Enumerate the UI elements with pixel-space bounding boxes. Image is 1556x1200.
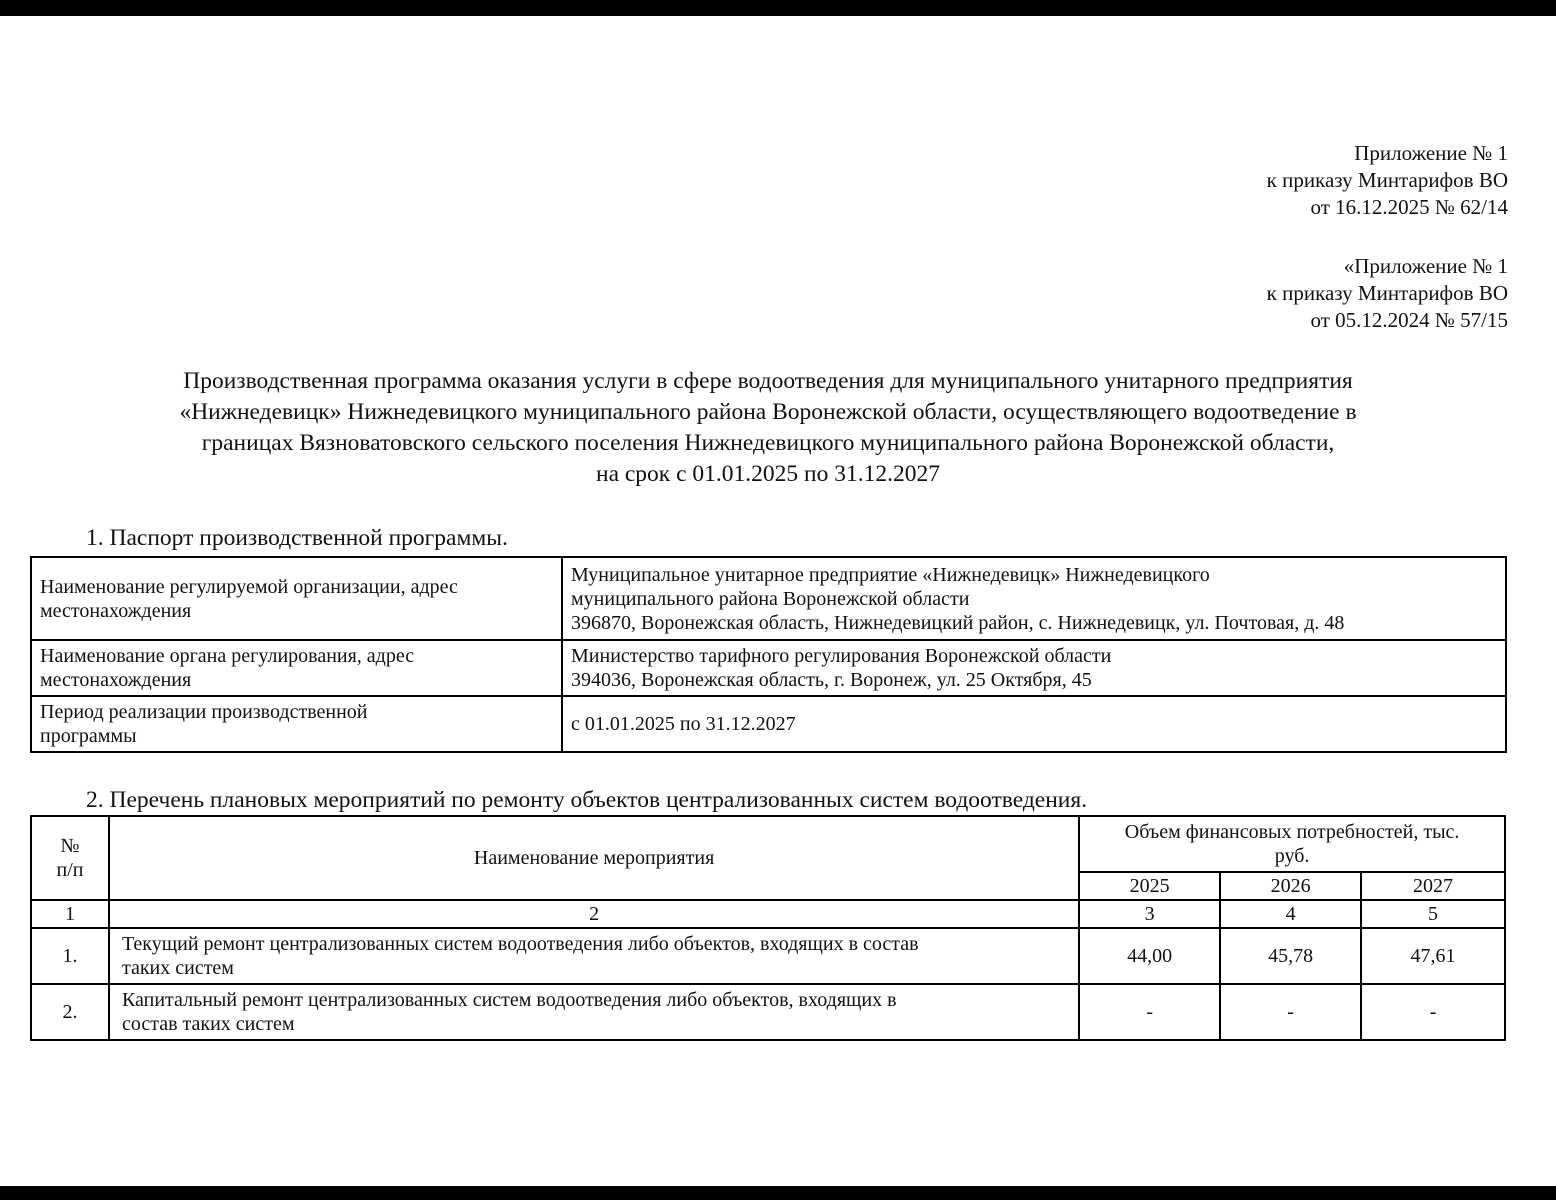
appendix-header-current <box>1267 140 1508 221</box>
column-header-finance <box>1079 816 1505 872</box>
header-line: Объем финансовых потребностей, тыс. <box>1124 821 1460 843</box>
row-value-2027: - <box>1361 984 1505 1040</box>
passport-row <box>31 696 1506 752</box>
label-line: Наименование регулируемой организации, адрес <box>40 575 458 598</box>
index-row <box>31 900 1505 928</box>
name-line: таких систем <box>121 957 234 979</box>
label-line: местонахождения <box>40 669 192 691</box>
title-line: «Нижнедевицк» Нижнедевицкого муниципального района Воронежской области, осуществляющего водоотведение в <box>179 399 1357 425</box>
row-value-2025: 44,00 <box>1079 928 1220 984</box>
value-line: Муниципальное унитарное предприятие «Нижнедевицк» Нижнедевицкого <box>571 563 1210 586</box>
title-line: границах Вязноватовского сельского поселения Нижнедевицкого муниципального района Воронежской области, <box>201 430 1335 456</box>
row-number: 2. <box>31 984 109 1040</box>
appendix-line: от 16.12.2025 № 62/14 <box>1310 195 1508 219</box>
row-activity-name <box>109 984 1079 1040</box>
index-cell: 2 <box>109 900 1079 928</box>
column-header-number <box>31 816 109 900</box>
row-activity-name <box>109 928 1079 984</box>
label-line: Период реализации производственной <box>40 701 368 723</box>
value-line: Министерство тарифного регулирования Воронежской области <box>571 645 1112 667</box>
column-header-year: 2026 <box>1220 872 1361 900</box>
label-line: Наименование органа регулирования, адрес <box>40 645 415 667</box>
passport-row <box>31 640 1506 696</box>
value-line: 394036, Воронежская область, г. Воронеж, ул. 25 Октября, 45 <box>571 669 1092 691</box>
index-cell: 1 <box>31 900 109 928</box>
appendix-line: к приказу Минтарифов ВО <box>1266 281 1508 305</box>
repair-plan-table <box>30 815 1506 1041</box>
label-line: местонахождения <box>40 599 192 622</box>
label-line: программы <box>40 725 137 747</box>
row-value-2026: - <box>1220 984 1361 1040</box>
scan-bottom-border <box>0 1186 1556 1200</box>
passport-value <box>562 696 1506 752</box>
header-line: п/п <box>56 859 84 881</box>
document-title <box>40 366 1496 490</box>
header-row <box>31 816 1505 872</box>
index-cell: 4 <box>1220 900 1361 928</box>
column-header-year: 2027 <box>1361 872 1505 900</box>
name-line: Текущий ремонт централизованных систем водоотведения либо объектов, входящих в состав <box>121 933 919 955</box>
passport-value <box>562 557 1506 640</box>
name-line: Капитальный ремонт централизованных систем водоотведения либо объектов, входящих в <box>121 989 897 1011</box>
header-line: № <box>60 835 80 857</box>
passport-table <box>30 556 1507 753</box>
value-line: с 01.01.2025 по 31.12.2027 <box>571 713 796 735</box>
passport-row <box>31 557 1506 640</box>
header-line: руб. <box>1274 845 1310 867</box>
passport-label <box>31 696 562 752</box>
title-line: Производственная программа оказания услуги в сфере водоотведения для муниципального унитарного предприятия <box>183 368 1353 394</box>
value-line: 396870, Воронежская область, Нижнедевицкий район, с. Нижнедевицк, ул. Почтовая, д. 48 <box>571 611 1345 634</box>
appendix-line: Приложение № 1 <box>1354 141 1508 165</box>
index-cell: 3 <box>1079 900 1220 928</box>
scan-top-border <box>0 0 1556 16</box>
table-row <box>31 928 1505 984</box>
row-value-2025: - <box>1079 984 1220 1040</box>
value-line: муниципального района Воронежской области <box>571 587 970 610</box>
index-cell: 5 <box>1361 900 1505 928</box>
column-header-name: Наименование мероприятия <box>109 816 1079 900</box>
row-value-2027: 47,61 <box>1361 928 1505 984</box>
appendix-line: к приказу Минтарифов ВО <box>1266 168 1508 192</box>
column-header-year: 2025 <box>1079 872 1220 900</box>
section1-title: 1. Паспорт производственной программы. <box>86 525 508 551</box>
row-value-2026: 45,78 <box>1220 928 1361 984</box>
passport-label <box>31 557 562 640</box>
name-line: состав таких систем <box>121 1013 295 1035</box>
appendix-header-previous <box>1267 253 1508 334</box>
row-number: 1. <box>31 928 109 984</box>
appendix-line: «Приложение № 1 <box>1343 254 1508 278</box>
section2-title: 2. Перечень плановых мероприятий по ремонту объектов централизованных систем водоотведения. <box>86 787 1088 813</box>
passport-label <box>31 640 562 696</box>
passport-value <box>562 640 1506 696</box>
appendix-line: от 05.12.2024 № 57/15 <box>1310 308 1508 332</box>
table-row <box>31 984 1505 1040</box>
title-line: на срок с 01.01.2025 по 31.12.2027 <box>596 461 940 487</box>
